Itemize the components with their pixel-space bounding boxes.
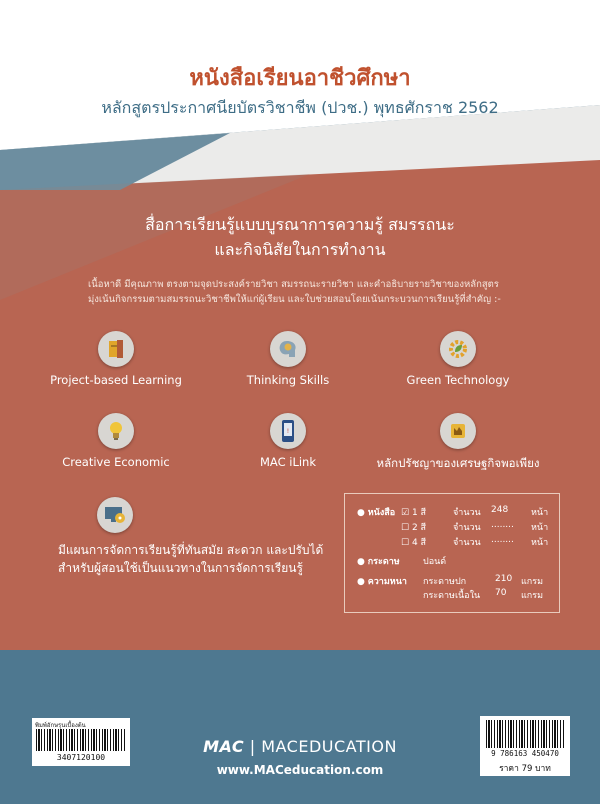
feature-sufficiency-economy <box>368 413 548 473</box>
logo-mark: MAC <box>203 737 245 756</box>
feature-label: Green Technology <box>406 373 510 387</box>
paper-label: กระดาษ <box>367 557 400 567</box>
barcode-caption: พิมพ์อักษรุนเบื้องต้น <box>35 722 86 729</box>
checkbox-empty-icon: ☐ <box>401 538 410 548</box>
bullet: ● <box>357 577 365 587</box>
headline-line-2: และกิจนิสัยในการทำงาน <box>214 240 386 259</box>
book-subtitle: หลักสูตรประกาศนียบัตรวิชาชีพ (ปวช.) พุทธศักราช 2562 <box>101 98 499 117</box>
inner-value: 70 <box>495 588 507 598</box>
feature-green-technology <box>368 331 548 387</box>
page-count: ........ <box>491 520 514 530</box>
note-line-1: มีแผนการจัดการเรียนรู้ที่ทันสมัย สะดวก และปรับได้ <box>58 543 324 557</box>
headline-line-1: สื่อการเรียนรู้แบบบูรณาการความรู้ สมรรถนะ <box>145 215 455 234</box>
page-count: 248 <box>491 505 509 515</box>
intro-line-2: มุ่งเน้นกิจกรรมตามสมรรถนะวิชาชีพให้แก่ผู้เรียน และใบช่วยสอนโดยเน้นกระบวนการเรียนรู้ที่สำคัญ :- <box>88 294 501 305</box>
feature-label: Project-based Learning <box>50 373 182 387</box>
publisher-url: www.MACeducation.com <box>216 763 384 777</box>
cover-unit: แกรม <box>521 577 544 587</box>
page-count: ........ <box>491 535 514 545</box>
checkbox-checked-icon: ☑ <box>401 508 410 518</box>
count-label: จำนวน <box>453 523 481 533</box>
cover-label: กระดาษปก <box>423 577 467 587</box>
feature-thinking-skills <box>198 331 378 387</box>
isbn-barcode <box>480 716 570 776</box>
bullet: ● <box>357 557 365 567</box>
feature-label: MAC iLink <box>259 455 317 469</box>
brain-icon <box>270 331 306 367</box>
color-option: 2 สี <box>411 523 427 533</box>
monitor-disc-icon <box>97 497 133 533</box>
feature-creative-economic <box>26 413 206 469</box>
feature-project-based-learning <box>26 331 206 387</box>
paper-value: ปอนด์ <box>423 557 447 567</box>
book-title: หนังสือเรียนอาชีวศึกษา <box>189 66 411 91</box>
page-unit: หน้า <box>531 523 549 533</box>
phone-icon <box>270 413 306 449</box>
checkbox-empty-icon: ☐ <box>401 523 410 533</box>
inner-unit: แกรม <box>521 591 544 601</box>
isbn-barcode-lines <box>486 720 564 748</box>
page-unit: หน้า <box>531 508 549 518</box>
count-label: จำนวน <box>453 508 481 518</box>
cover-value: 210 <box>495 574 513 584</box>
feature-label: Creative Economic <box>62 455 170 469</box>
svg-text:!: ! <box>286 428 290 435</box>
intro-line-1: เนื้อหาดี มีคุณภาพ ตรงตามจุดประสงค์รายวิชา สมรรถนะรายวิชา และคำอธิบายรายวิชาของหลักสูตร <box>88 279 499 290</box>
color-option: 1 สี <box>411 508 427 518</box>
crown-icon <box>440 413 476 449</box>
feature-label: Thinking Skills <box>246 373 330 387</box>
color-option: 4 สี <box>411 538 427 548</box>
thickness-label: ความหนา <box>367 577 407 587</box>
feature-label: หลักปรัชญาของเศรษฐกิจพอเพียง <box>376 456 540 470</box>
logo-separator: | <box>249 737 256 756</box>
barcode-number: 3407120100 <box>56 753 106 762</box>
book-label: หนังสือ <box>367 508 396 518</box>
note-line-2: สำหรับผู้สอนใช้เป็นแนวทางในการจัดการเรียนรู้ <box>58 561 303 575</box>
feature-mac-ilink <box>198 413 378 469</box>
inner-label: กระดาษเนื้อใน <box>423 591 481 601</box>
project-icon <box>98 331 134 367</box>
print-spec-box <box>344 493 560 613</box>
gear-leaf-icon <box>440 331 476 367</box>
lightbulb-icon <box>98 413 134 449</box>
count-label: จำนวน <box>453 538 481 548</box>
page-unit: หน้า <box>531 538 549 548</box>
price: ราคา 79 บาท <box>499 764 551 774</box>
logo-text: MACEDUCATION <box>261 737 397 756</box>
isbn-number: 9 786163 450470 <box>491 749 559 758</box>
bullet: ● <box>357 508 365 518</box>
